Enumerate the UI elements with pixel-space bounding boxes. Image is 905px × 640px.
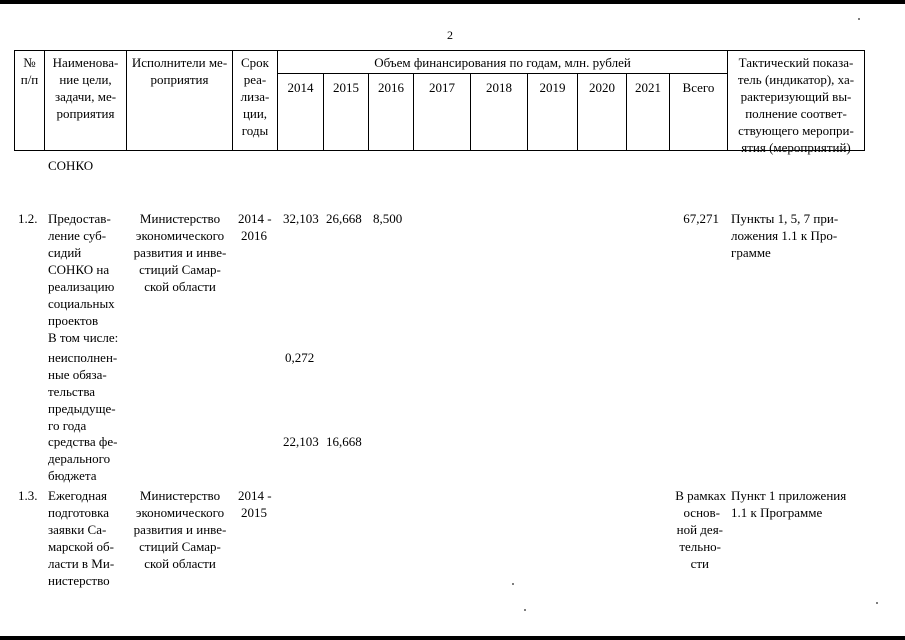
header-term-line: Срок [241,55,269,70]
row-1-2-name-line: Предостав- [48,211,111,226]
row-1-2-term-line: 2014 - [238,211,272,226]
row-1-3-term-line: 2014 - [238,488,272,503]
sub-unfulfilled-name-line: предыдуще- [48,401,116,416]
row-1-3-total-line: сти [690,556,709,571]
row-1-3-indicator-line: 1.1 к Программе [731,505,823,520]
header-name-line: ние цели, [59,72,112,87]
row-1-2-name-line: СОНКО на [48,262,110,277]
row-1-3-executors-line: экономического [135,505,225,520]
header-years-line [277,73,727,74]
header-year-2015: 2015 [333,80,359,95]
header-indicator-line: полнение соответ- [745,106,847,121]
row-1-3-name-line: марской об- [48,539,114,554]
row-1-2-executors [127,210,233,295]
sub-unfulfilled-name [48,349,117,434]
header-name [45,54,126,122]
row-1-3-total [664,487,726,572]
sub-federal-name-line: средства фе- [48,434,118,449]
row-1-2-name [48,210,115,329]
header-indicator-line: ствующего меропри- [738,123,854,138]
sub-unfulfilled-name-line: неисполнен- [48,350,118,365]
row-1-3-num: 1.3. [18,488,38,503]
row-1-3-total-line: тельно- [679,539,721,554]
header-indicator-line: тель (индикатор), ха- [737,72,855,87]
header-executors [127,54,232,88]
header-term-line: лиза- [240,89,270,104]
header-name-line: роприятия [56,106,115,121]
row-1-2-name-line: ление суб- [48,228,107,243]
header-total: Всего [682,80,715,95]
row-1-3-name-line: заявки Са- [48,522,107,537]
row-1-2-name-line: сидий [48,245,82,260]
table-header [14,50,865,155]
header-year-2020: 2020 [589,80,615,95]
header-num [15,54,44,88]
header-name-line: задачи, ме- [54,89,117,104]
header-year-2019: 2019 [539,80,566,95]
row-1-2-executors-line: Министерство [139,211,221,226]
row-1-3-indicator [731,487,846,521]
row-1-2-value-2016: 8,500 [373,211,403,226]
in-that-number-label: В том числе: [48,330,119,345]
header-top-line [14,50,865,51]
scan-bottom-border [0,636,905,640]
header-year-2016: 2016 [378,80,404,95]
scan-speck [876,602,878,604]
header-indicator-line: ятия (мероприятий) [741,140,851,155]
row-1-2-term [238,210,272,244]
row-1-2-indicator-line: ложения 1.1 к Про- [731,228,838,243]
page-number: 2 [447,28,453,42]
row-1-2-term-line: 2016 [241,228,267,243]
row-1-3-total-line: ной дея- [676,522,723,537]
header-year-2021: 2021 [635,80,661,95]
row-1-3-executors [127,487,233,572]
scan-top-border [0,0,905,4]
row-1-3-executors-line: стиций Самар- [139,539,221,554]
header-term-line: реа- [243,72,267,87]
sub-federal-name-line: бюджета [48,468,97,483]
row-1-3-indicator-line: Пункт 1 приложения [731,488,847,503]
header-term [233,54,277,139]
header-term-line: ции, [242,106,268,121]
row-1-2-indicator [731,210,838,261]
sub-unfulfilled-value-2014: 0,272 [285,350,315,365]
row-1-3-executors-line: ской области [144,556,216,571]
row-1-3-term [238,487,272,521]
row-1-2-value-2014: 32,103 [283,211,319,226]
sub-federal-value-2014: 22,103 [283,434,319,449]
sub-unfulfilled-name-line: го года [48,418,87,433]
row-1-3-executors-line: Министерство [139,488,221,503]
row-1-3-total-line: В рамках [675,488,726,503]
row-1-3-name-line: Ежегодная [48,488,107,503]
row-1-2-indicator-line: Пункты 1, 5, 7 при- [731,211,839,226]
scan-speck [512,583,514,585]
scan-speck [858,18,860,20]
row-1-2-executors-line: развития и инве- [133,245,227,260]
row-1-2-name-line: реализацию [48,279,115,294]
header-vline [864,50,865,151]
row-1-2-executors-line: экономического [135,228,225,243]
carry-over-text: СОНКО [48,158,94,173]
row-1-3-total-line: основ- [683,505,720,520]
header-num-line: № [23,55,36,70]
row-1-3-name-line: подготовка [48,505,110,520]
row-1-2-executors-line: ской области [144,279,216,294]
sub-federal-value-2015: 16,668 [326,434,362,449]
row-1-2-name-line: проектов [48,313,99,328]
row-1-3-name [48,487,114,589]
header-executors-line: роприятия [150,72,209,87]
row-1-2-value-2015: 26,668 [326,211,362,226]
header-year-2018: 2018 [486,80,512,95]
header-year-2017: 2017 [429,80,455,95]
sub-unfulfilled-name-line: ные обяза- [48,367,107,382]
row-1-2-num: 1.2. [18,211,38,226]
header-indicator [728,54,864,156]
row-1-3-name-line: нистерство [48,573,110,588]
row-1-2-executors-line: стиций Самар- [139,262,221,277]
sub-federal-name [48,433,117,484]
row-1-2-total: 67,271 [683,211,719,226]
row-1-3-name-line: ласти в Ми- [48,556,115,571]
header-indicator-line: Тактический показа- [738,55,854,70]
header-funding-title: Объем финансирования по годам, млн. рублей [374,55,631,70]
header-executors-line: Исполнители ме- [131,55,228,70]
header-indicator-line: рактеризующий вы- [740,89,852,104]
header-name-line: Наименова- [52,55,119,70]
row-1-2-indicator-line: грамме [731,245,771,260]
row-1-3-executors-line: развития и инве- [133,522,227,537]
sub-unfulfilled-name-line: тельства [48,384,96,399]
header-num-line: п/п [20,72,39,87]
header-year-2014: 2014 [287,80,314,95]
row-1-2-name-line: социальных [48,296,115,311]
header-term-line: годы [241,123,269,138]
sub-federal-name-line: дерального [48,451,111,466]
scan-speck [524,609,526,611]
row-1-3-term-line: 2015 [241,505,267,520]
